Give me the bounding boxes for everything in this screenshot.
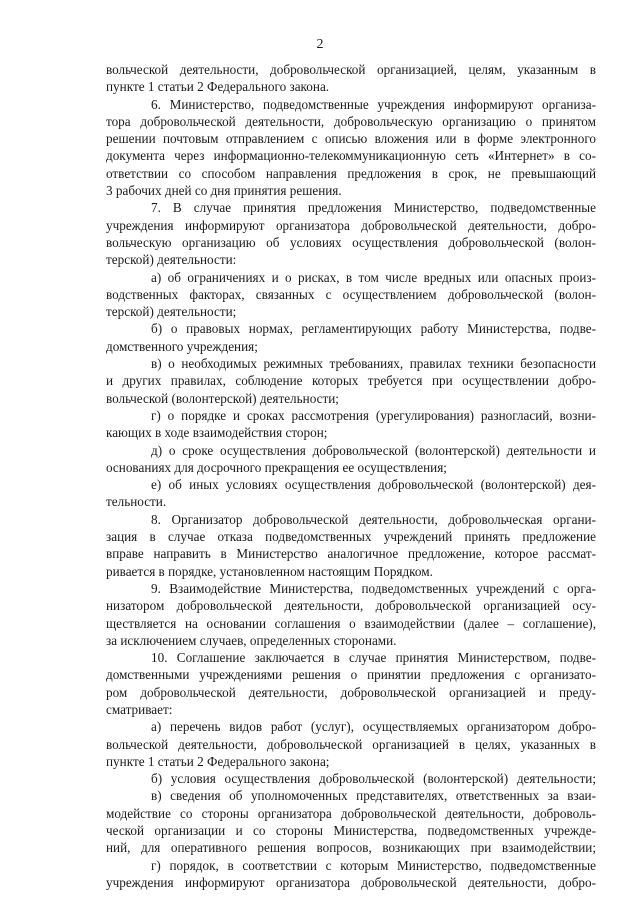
text-line: документа через информационно-телекоммуникационную сеть «Интернет» в со-: [106, 148, 596, 164]
text-line: и других правилах, соблюдение которых требуется при осуществлении добро-: [106, 373, 596, 389]
text-line: б) о правовых нормах, регламентирующих работу Министерства, подве-: [151, 321, 596, 337]
text-line: кающих в ходе взаимодействия сторон;: [106, 425, 328, 441]
text-line: вправе направить в Министерство аналогичное предложение, которое рассмат-: [106, 546, 596, 562]
text-line: ром добровольческой деятельности, добровольческой организацией и преду-: [106, 684, 596, 700]
text-line: основаниях для досрочного прекращения ее осуществления;: [106, 459, 447, 475]
text-line: учреждения информируют организатора добровольческой деятельности, добро-: [106, 217, 596, 233]
text-line: б) условия осуществления добровольческой (волонтерской) деятельности;: [151, 771, 596, 787]
text-line: низатором добровольческой деятельности, добровольческой организацией осу-: [106, 598, 596, 614]
text-line: вольческой (волонтерской) деятельности;: [106, 390, 339, 406]
text-line: 10. Соглашение заключается в случае принятия Министерством, подве-: [151, 650, 596, 666]
text-line: а) перечень видов работ (услуг), осуществляемых организатором добро-: [151, 719, 596, 735]
text-line: ществляется на основании соглашения о взаимодействии (далее – соглашение),: [106, 615, 596, 631]
text-line: вольческой деятельности, добровольческой организацией, целям, указанным в: [106, 62, 596, 77]
text-line: терской) деятельности;: [106, 304, 237, 320]
text-line: 9. Взаимодействие Министерства, подведомственных учреждений с орга-: [151, 580, 596, 596]
text-line: 6. Министерство, подведомственные учреждения информируют организа-: [151, 96, 596, 112]
text-line: пункте 1 статьи 2 Федерального закона.: [106, 79, 330, 95]
text-line: учреждения информируют организатора добровольческой деятельности, добро-: [106, 874, 596, 890]
text-line: 7. В случае принятия предложения Министерство, подведомственные: [151, 200, 596, 216]
text-line: д) о сроке осуществления добровольческой (волонтерской) деятельности и: [151, 442, 596, 458]
text-line: за исключением случаев, определенных сторонами.: [106, 632, 397, 648]
text-line: г) порядок, в соответствии с которым Министерство, подведомственные: [151, 857, 596, 873]
text-line: тельности.: [106, 494, 167, 510]
text-line: г) о порядке и сроках рассмотрения (урегулирования) разногласий, возни-: [151, 407, 596, 423]
text-line: 8. Организатор добровольческой деятельности, добровольческая органи-: [151, 511, 596, 527]
text-line: ответствии со способом направления предложения в срок, не превышающий: [106, 165, 596, 181]
text-line: тора добровольческой деятельности, добровольческую организацию о принятом: [106, 113, 596, 129]
document-body: [106, 61, 596, 891]
text-line: ческой организации и со стороны Министерства, подведомственных учрежде-: [106, 823, 596, 839]
text-line: домственными учреждениями решения о принятии предложения с организато-: [106, 667, 596, 683]
text-line: пункте 1 статьи 2 Федерального закона;: [106, 753, 330, 769]
text-line: а) об ограничениях и о рисках, в том числе вредных или опасных произ-: [151, 269, 596, 285]
text-line: домственного учреждения;: [106, 338, 258, 354]
text-line: вольческую организацию об условиях осуществления добровольческой (волон-: [106, 234, 596, 250]
text-line: ривается в порядке, установленном настоящим Порядком.: [106, 563, 433, 579]
text-line: водственных факторах, связанных с осуществлением добровольческой (волон-: [106, 286, 596, 302]
text-line: зация в случае отказа подведомственных учреждений принять предложение: [106, 529, 596, 545]
text-line: ний, для оперативного решения вопросов, возникающих при взаимодействии;: [106, 840, 596, 856]
text-line: в) сведения об уполномоченных представителях, ответственных за взаи-: [151, 788, 596, 804]
text-line: модействие со стороны организатора добровольческой деятельности, доброволь-: [106, 805, 596, 821]
text-line: е) об иных условиях осуществления добровольческой (волонтерской) дея-: [151, 477, 596, 493]
text-line: терской) деятельности:: [106, 252, 237, 268]
text-line: вольческой деятельности, добровольческой организацией в целях, указанных в: [106, 736, 596, 752]
text-line: решении почтовым отправлением с описью вложения или в форме электронного: [106, 131, 596, 147]
text-line: в) о необходимых режимных требованиях, правилах техники безопасности: [151, 356, 596, 372]
page-number: 2: [316, 37, 324, 52]
text-line: 3 рабочих дней со дня принятия решения.: [106, 183, 342, 199]
text-line: сматривает:: [106, 701, 173, 717]
